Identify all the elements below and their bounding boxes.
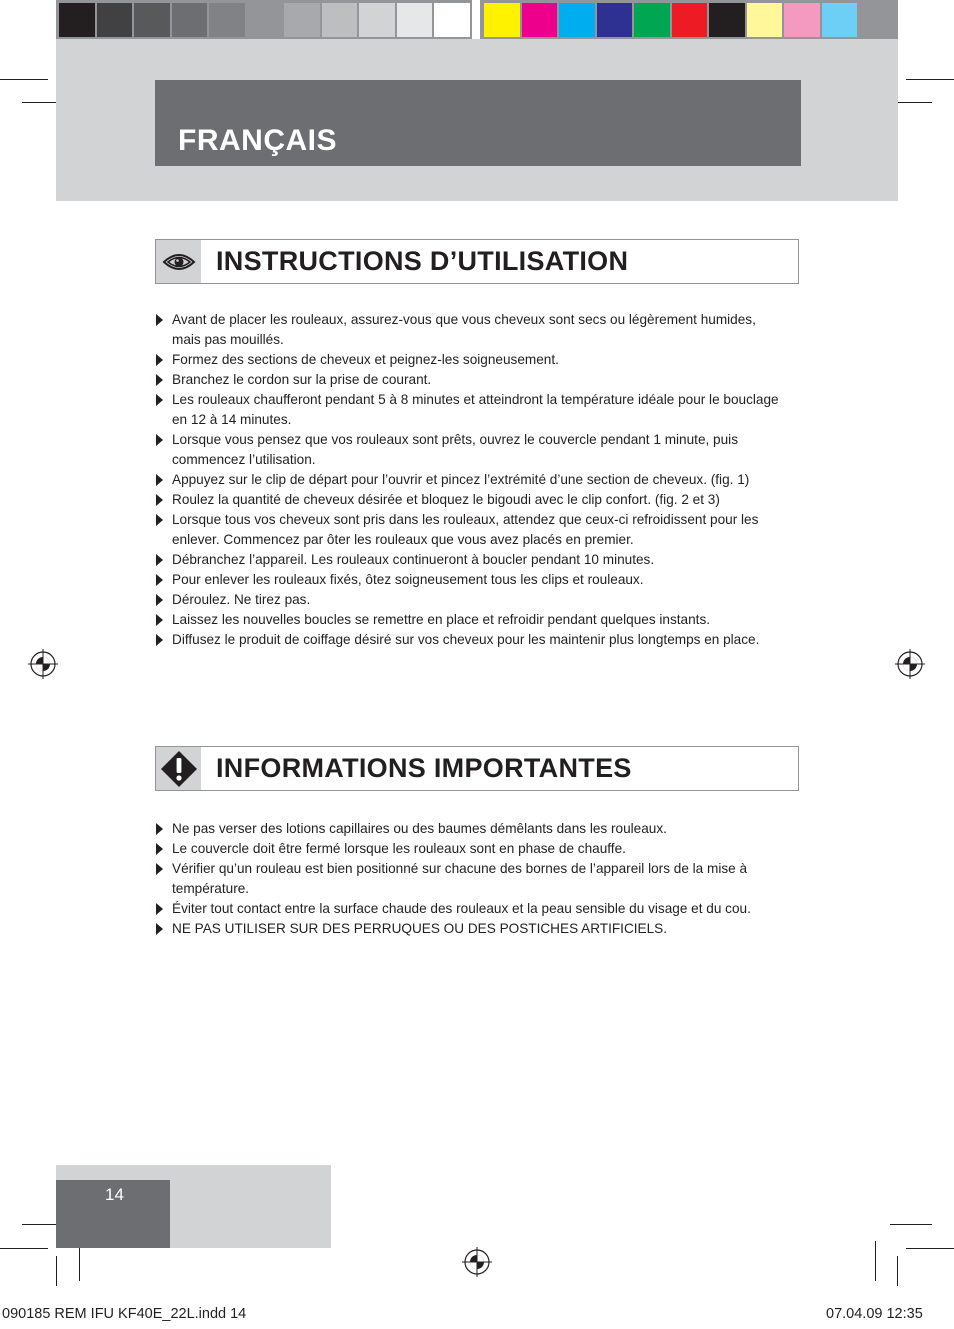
color-swatch	[484, 3, 520, 37]
bullet-arrow-icon	[156, 903, 163, 915]
color-swatch	[172, 3, 208, 37]
list-item-text: Formez des sections de cheveux et peignez-les soigneusement.	[172, 352, 559, 367]
bullet-arrow-icon	[156, 823, 163, 835]
section-header-usage	[155, 239, 799, 284]
warning-icon	[156, 747, 201, 790]
color-swatch	[284, 3, 320, 37]
color-swatch	[97, 3, 133, 37]
list-item-text: Les rouleaux chaufferont pendant 5 à 8 minutes et atteindront la température idéale pour le bouclage en 12 à 14 minutes.	[172, 392, 779, 427]
list-item-text: Lorsque tous vos cheveux sont pris dans les rouleaux, attendez que ceux-ci refroidissent pour les enlever. Commencez par ôter les rouleaux que vous avez placés en premier.	[172, 512, 759, 547]
list-item-text: Avant de placer les rouleaux, assurez-vous que vous cheveux sont secs ou légèrement humides, mais pas mouillés.	[172, 312, 756, 347]
list-item-text: Éviter tout contact entre la surface chaude des rouleaux et la peau sensible du visage et du cou.	[172, 901, 751, 916]
list-item	[155, 510, 785, 550]
bullet-arrow-icon	[156, 554, 163, 566]
slug-filename: 090185 REM IFU KF40E_22L.indd 14	[2, 1306, 247, 1322]
color-swatch	[397, 3, 433, 37]
bullet-arrow-icon	[156, 923, 163, 935]
bullet-arrow-icon	[156, 434, 163, 446]
list-item-text: Lorsque vous pensez que vos rouleaux sont prêts, ouvrez le couvercle pendant 1 minute, puis commencez l’utilisation.	[172, 432, 738, 467]
list-item	[155, 919, 785, 939]
bullet-arrow-icon	[156, 354, 163, 366]
color-swatch	[822, 3, 858, 37]
color-swatch	[597, 3, 633, 37]
section-title-usage: INSTRUCTIONS D’UTILISATION	[216, 246, 629, 276]
section-header-important	[155, 746, 799, 791]
important-info-list	[155, 819, 785, 939]
bullet-arrow-icon	[156, 374, 163, 386]
list-item	[155, 430, 785, 470]
bullet-arrow-icon	[156, 634, 163, 646]
color-swatch	[709, 3, 745, 37]
bullet-arrow-icon	[156, 574, 163, 586]
list-item-text: Pour enlever les rouleaux fixés, ôtez soigneusement tous les clips et rouleaux.	[172, 572, 644, 587]
color-swatch	[209, 3, 245, 37]
list-item-text: Vérifier qu’un rouleau est bien positionné sur chacune des bornes de l’appareil lors de la mise à température.	[172, 861, 748, 896]
list-item	[155, 839, 785, 859]
list-item	[155, 899, 785, 919]
list-item-text: NE PAS UTILISER SUR DES PERRUQUES OU DES POSTICHES ARTIFICIELS.	[172, 921, 668, 936]
bullet-arrow-icon	[156, 314, 163, 326]
list-item	[155, 819, 785, 839]
list-item	[155, 590, 785, 610]
bullet-arrow-icon	[156, 594, 163, 606]
list-item	[155, 550, 785, 570]
list-item	[155, 570, 785, 590]
bullet-arrow-icon	[156, 394, 163, 406]
list-item-text: Débranchez l’appareil. Les rouleaux continueront à boucler pendant 10 minutes.	[172, 552, 655, 567]
list-item	[155, 610, 785, 630]
language-title: FRANÇAIS	[178, 124, 337, 157]
registration-mark-icon	[895, 649, 925, 679]
color-swatch	[634, 3, 670, 37]
list-item-text: Appuyez sur le clip de départ pour l’ouvrir et pincez l’extrémité d’une section de cheveux. (fig. 1)	[172, 472, 750, 487]
color-swatch	[434, 3, 470, 37]
bullet-arrow-icon	[156, 863, 163, 875]
crop-mark	[56, 1256, 57, 1286]
list-item	[155, 490, 785, 510]
color-swatch	[859, 3, 895, 37]
list-item	[155, 859, 785, 899]
list-item	[155, 310, 785, 350]
crop-mark	[906, 1248, 954, 1249]
usage-instruction-list	[155, 310, 785, 650]
crop-mark	[875, 1241, 876, 1281]
registration-mark-icon	[462, 1247, 492, 1277]
list-item	[155, 370, 785, 390]
list-item-text: Déroulez. Ne tirez pas.	[172, 592, 311, 607]
crop-mark	[0, 1248, 48, 1249]
list-item	[155, 390, 785, 430]
list-item	[155, 350, 785, 370]
bullet-arrow-icon	[156, 474, 163, 486]
list-item-text: Branchez le cordon sur la prise de courant.	[172, 372, 432, 387]
color-swatch	[247, 3, 283, 37]
page-number: 14	[105, 1185, 124, 1204]
bullet-arrow-icon	[156, 843, 163, 855]
color-swatch	[359, 3, 395, 37]
list-item-text: Ne pas verser des lotions capillaires ou des baumes démêlants dans les rouleaux.	[172, 821, 667, 836]
slug-date: 07.04.09 12:35	[826, 1306, 923, 1322]
color-swatch	[322, 3, 358, 37]
color-swatch	[559, 3, 595, 37]
color-swatch	[747, 3, 783, 37]
list-item-text: Le couvercle doit être fermé lorsque les rouleaux sont en phase de chauffe.	[172, 841, 626, 856]
color-swatch	[59, 3, 95, 37]
crop-mark	[897, 1256, 898, 1286]
registration-mark-icon	[28, 649, 58, 679]
bullet-arrow-icon	[156, 514, 163, 526]
bullet-arrow-icon	[156, 494, 163, 506]
crop-mark	[906, 79, 954, 80]
list-item	[155, 470, 785, 490]
crop-mark	[890, 1224, 932, 1225]
section-title-important: INFORMATIONS IMPORTANTES	[216, 753, 632, 783]
color-swatch	[134, 3, 170, 37]
bullet-arrow-icon	[156, 614, 163, 626]
eye-icon	[156, 240, 201, 283]
list-item-text: Laissez les nouvelles boucles se remettre en place et refroidir pendant quelques instants.	[172, 612, 711, 627]
crop-mark	[0, 79, 48, 80]
list-item-text: Roulez la quantité de cheveux désirée et bloquez le bigoudi avec le clip confort. (fig. 2 et 3)	[172, 492, 720, 507]
color-swatch	[784, 3, 820, 37]
list-item-text: Diffusez le produit de coiffage désiré sur vos cheveux pour les maintenir plus longtemps en place.	[172, 632, 760, 647]
color-swatch	[522, 3, 558, 37]
list-item	[155, 630, 785, 650]
color-swatch	[672, 3, 708, 37]
